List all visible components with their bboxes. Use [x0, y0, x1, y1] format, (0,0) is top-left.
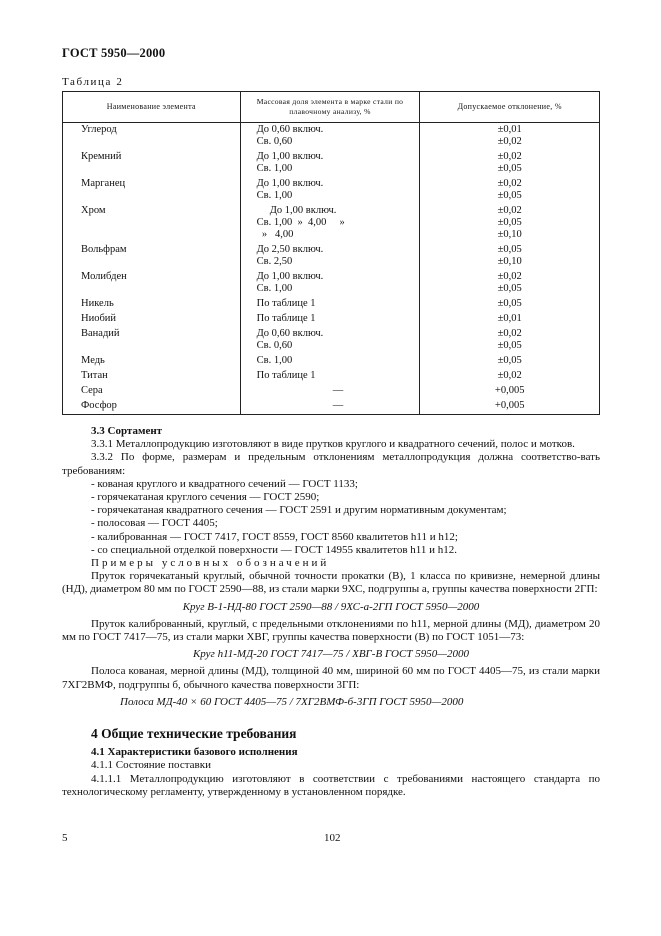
element-share: [240, 384, 420, 399]
deviation-line: ±0,02: [497, 328, 522, 339]
share-line: По таблице 1: [256, 370, 316, 381]
element-deviation: [420, 354, 600, 369]
list-item: - горячекатаная квадратного сечения — ГОСТ 2591 и другим нормативным документам;: [91, 504, 507, 517]
example-2-text: Пруток калиброванный, круглый, с предельными отклонениями по h11, мерной длины (МД), диаметром 20 мм по ГОСТ 7417—75, из стали марки ХВГ, группы качества поверхности (В) по ГОСТ 1051—73:: [62, 617, 600, 644]
table-row: [63, 243, 600, 270]
deviation-line: ±0,01: [497, 124, 522, 135]
element-name: Хром: [63, 204, 241, 243]
element-name: Марганец: [63, 177, 241, 204]
share-line: Св. 2,50: [256, 256, 293, 267]
deviation-line: ±0,05: [497, 355, 522, 366]
deviation-line: ±0,05: [497, 190, 522, 201]
paragraph-3-3-1: 3.3.1 Металлопродукцию изготовляют в виде прутков круглого и квадратного сечений, полос и мотков.: [91, 438, 575, 451]
examples-title: Примеры условных обозначений: [91, 557, 330, 570]
share-line: До 0,60 включ.: [256, 328, 324, 339]
page-number-center: 102: [324, 832, 341, 844]
element-deviation: [420, 270, 600, 297]
share-line: Св. 1,00 » 4,00 »: [256, 217, 345, 228]
element-name: Ниобий: [63, 312, 241, 327]
deviation-line: ±0,10: [497, 256, 522, 267]
deviation-line: ±0,01: [497, 313, 522, 324]
table-row: [63, 312, 600, 327]
element-name: Сера: [63, 384, 241, 399]
deviation-line: ±0,05: [497, 340, 522, 351]
share-line: До 1,00 включ.: [256, 271, 324, 282]
document-header: ГОСТ 5950—2000: [62, 46, 166, 60]
element-deviation: [420, 150, 600, 177]
page-number-left: 5: [62, 832, 68, 844]
table-row: [63, 177, 600, 204]
element-deviation: [420, 123, 600, 151]
table-row: [63, 297, 600, 312]
element-name: Никель: [63, 297, 241, 312]
element-share: [240, 270, 420, 297]
deviation-line: ±0,05: [497, 298, 522, 309]
deviation-line: +0,005: [494, 385, 525, 396]
example-1-formula: Круг В-1-НД-80 ГОСТ 2590—88 / 9ХС-а-2ГП ГОСТ 5950—2000: [182, 600, 480, 613]
element-share: [240, 177, 420, 204]
element-share: [240, 243, 420, 270]
table-row: [63, 354, 600, 369]
element-name: Молибден: [63, 270, 241, 297]
share-line: До 1,00 включ.: [256, 205, 337, 216]
element-deviation: [420, 327, 600, 354]
table-row: [63, 327, 600, 354]
element-deviation: [420, 384, 600, 399]
paragraph-4-1-1-1: 4.1.1.1 Металлопродукцию изготовляют в соответствии с требованиями настоящего стандарта по технологическому регламенту, утвержденному в установленном порядке.: [62, 772, 600, 798]
section-3-3-title: 3.3 Сортамент: [91, 425, 163, 437]
share-line: —: [332, 385, 344, 396]
table-row: [63, 369, 600, 384]
list-item: - кованая круглого и квадратного сечений — ГОСТ 1133;: [91, 477, 358, 490]
deviation-line: +0,005: [494, 400, 525, 411]
element-share: [240, 204, 420, 243]
element-name: Титан: [63, 369, 241, 384]
element-share: [240, 297, 420, 312]
deviation-line: ±0,02: [497, 151, 522, 162]
share-line: —: [332, 400, 344, 411]
element-name: Ванадий: [63, 327, 241, 354]
table-row: [63, 399, 600, 415]
element-deviation: [420, 369, 600, 384]
share-line: Св. 0,60: [256, 340, 293, 351]
element-deviation: [420, 243, 600, 270]
share-line: Св. 1,00: [256, 355, 293, 366]
table-row: [63, 204, 600, 243]
deviation-line: ±0,02: [497, 205, 522, 216]
table-header-row: [63, 92, 600, 123]
example-2-formula: Круг h11-МД-20 ГОСТ 7417—75 / ХВГ-В ГОСТ 5950—2000: [193, 648, 469, 661]
element-share: [240, 399, 420, 415]
element-deviation: [420, 204, 600, 243]
table-row: [63, 384, 600, 399]
element-share: [240, 354, 420, 369]
deviation-line: ±0,02: [497, 370, 522, 381]
col-header-element: Наименование элемента: [63, 92, 241, 123]
element-share: [240, 327, 420, 354]
element-share: [240, 369, 420, 384]
share-line: Св. 1,00: [256, 283, 293, 294]
element-share: [240, 312, 420, 327]
section-4-1-1-title: 4.1.1 Состояние поставки: [91, 759, 211, 772]
deviation-line: ±0,02: [497, 136, 522, 147]
section-4-title: 4 Общие технические требования: [91, 726, 297, 742]
paragraph-3-3-2: 3.3.2 По форме, размерам и предельным отклонениям металлопродукция должна соответство-вать требованиям:: [62, 451, 600, 477]
element-share: [240, 123, 420, 151]
share-line: До 1,00 включ.: [256, 178, 324, 189]
share-line: До 1,00 включ.: [256, 151, 324, 162]
deviation-line: ±0,10: [497, 229, 522, 240]
col-header-deviation: Допускаемое отклонение, %: [420, 92, 600, 123]
element-name: Медь: [63, 354, 241, 369]
element-name: Углерод: [63, 123, 241, 151]
element-deviation: [420, 177, 600, 204]
deviation-line: ±0,05: [497, 163, 522, 174]
share-line: До 2,50 включ.: [256, 244, 324, 255]
deviation-line: ±0,05: [497, 283, 522, 294]
share-line: По таблице 1: [256, 298, 316, 309]
element-share: [240, 150, 420, 177]
share-line: Св. 1,00: [256, 163, 293, 174]
body-text: [62, 425, 600, 799]
element-deviation: [420, 312, 600, 327]
deviation-line: ±0,02: [497, 271, 522, 282]
example-3-text: Полоса кованая, мерной длины (МД), толщиной 40 мм, шириной 60 мм по ГОСТ 4405—75, из стали марки 7ХГ2ВМФ, подгруппы б, обычного качества поверхности 3ГП:: [62, 665, 600, 691]
deviation-line: ±0,02: [497, 178, 522, 189]
example-3-formula: Полоса МД-40 × 60 ГОСТ 4405—75 / 7ХГ2ВМФ-б-3ГП ГОСТ 5950—2000: [120, 695, 464, 708]
share-line: » 4,00: [256, 229, 294, 240]
table-row: [63, 270, 600, 297]
elements-table: [62, 91, 600, 415]
section-4-1-title: 4.1 Характеристики базового исполнения: [91, 746, 298, 759]
share-line: Св. 1,00: [256, 190, 293, 201]
element-deviation: [420, 399, 600, 415]
example-1-text: Пруток горячекатаный круглый, обычной точности прокатки (В), 1 класса по кривизне, немерной длины (НД), диаметром 80 мм по ГОСТ 2590—88, из стали марки 9ХС, подгруппы а, группы качества поверхности 2ГП:: [62, 570, 600, 596]
list-item: - горячекатаная круглого сечения — ГОСТ 2590;: [91, 491, 320, 504]
table-caption: Таблица 2: [62, 76, 124, 88]
share-line: По таблице 1: [256, 313, 316, 324]
list-item: - со специальной отделкой поверхности — ГОСТ 14955 квалитетов h11 и h12.: [91, 543, 458, 556]
share-line: Св. 0,60: [256, 136, 293, 147]
col-header-share: Массовая доля элемента в марке стали по плавочному анализу, %: [240, 92, 420, 123]
element-name: Фосфор: [63, 399, 241, 415]
deviation-line: ±0,05: [497, 244, 522, 255]
element-name: Вольфрам: [63, 243, 241, 270]
list-item: - калиброванная — ГОСТ 7417, ГОСТ 8559, ГОСТ 8560 квалитетов h11 и h12;: [91, 530, 458, 543]
deviation-line: ±0,05: [497, 217, 522, 228]
list-item: - полосовая — ГОСТ 4405;: [91, 517, 218, 530]
table-row: [63, 150, 600, 177]
share-line: До 0,60 включ.: [256, 124, 324, 135]
element-name: Кремний: [63, 150, 241, 177]
table-row: [63, 123, 600, 151]
element-deviation: [420, 297, 600, 312]
